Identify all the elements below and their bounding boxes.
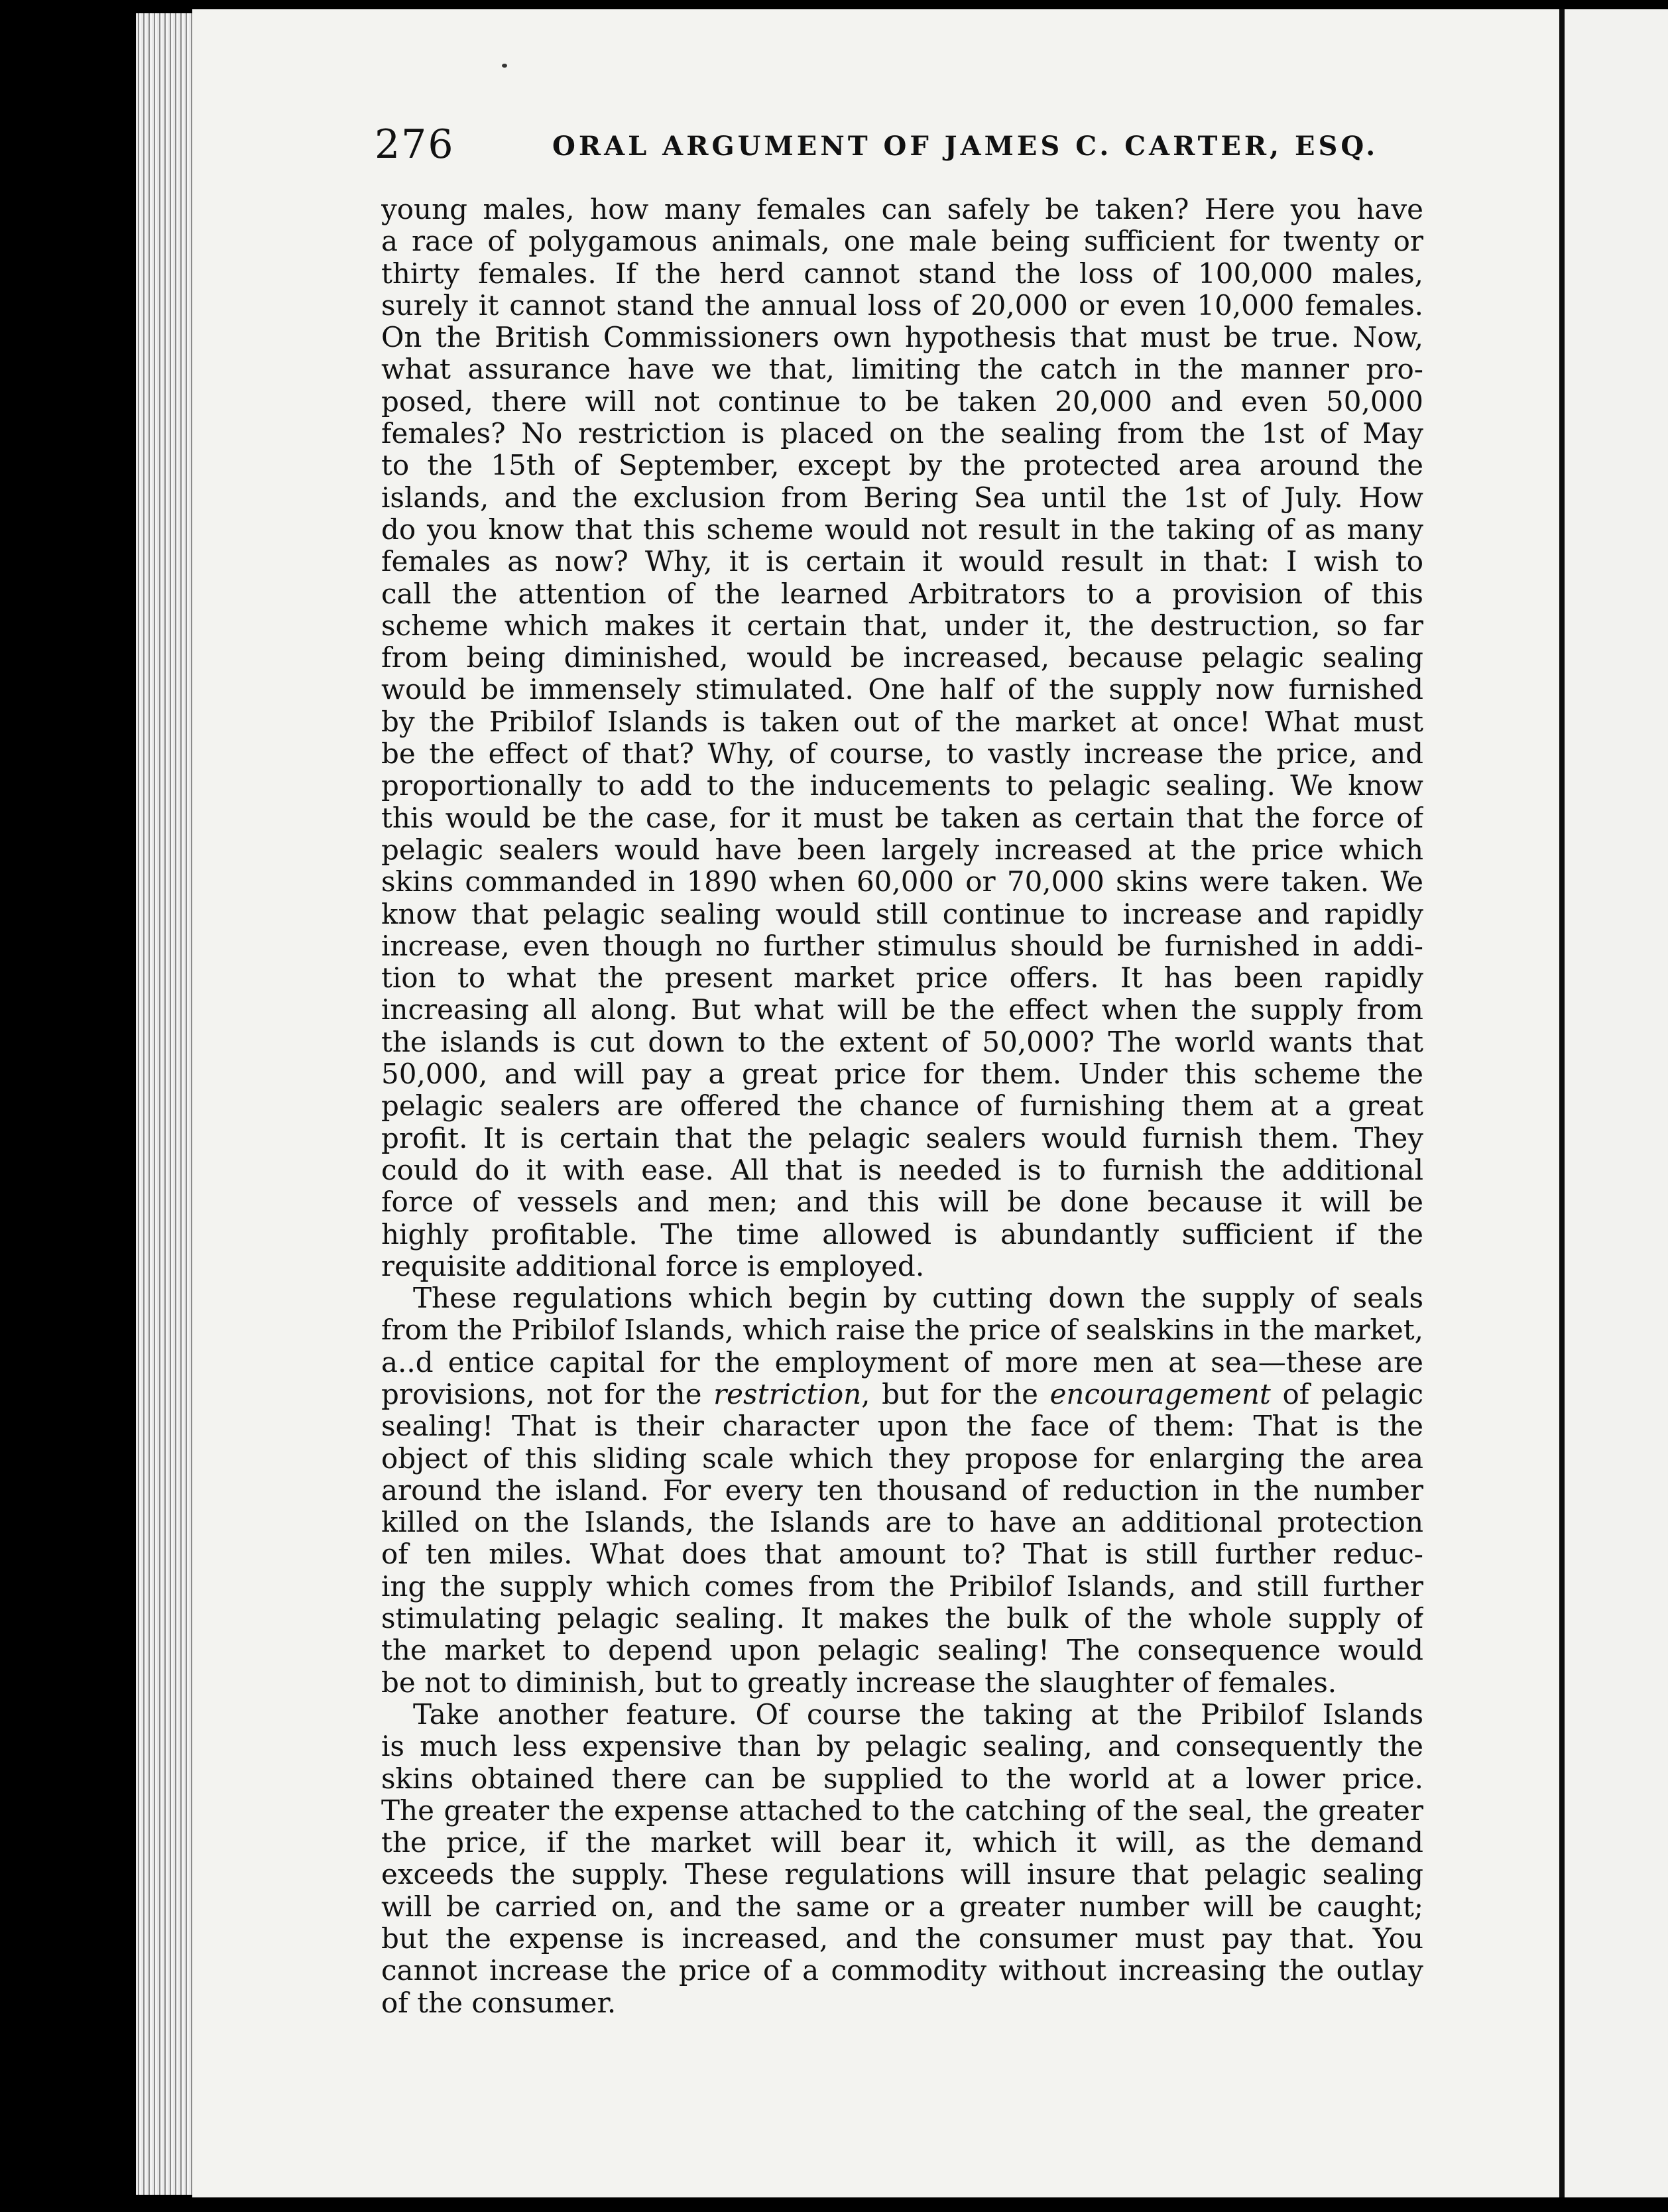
paragraph-start-line: These regulations which begin by cutting down the supply of seals	[413, 1282, 1423, 1315]
italic-restriction: restriction	[713, 1378, 862, 1410]
paragraph-start-line: Take another feature. Of course the taking at the Pribilof Islands	[413, 1698, 1423, 1731]
text-line: posed, there will not continue to be taken 20,000 and even 50,000	[381, 385, 1423, 418]
text-line: but the expense is increased, and the consumer must pay that. You	[381, 1923, 1423, 1955]
text-line: is much less expensive than by pelagic sealing, and consequently the	[381, 1731, 1423, 1763]
text-line: skins obtained there can be supplied to the world at a lower price.	[381, 1762, 1423, 1795]
text-line: to the 15th of September, except by the protected area around the	[381, 450, 1423, 482]
text-line: females? No restriction is placed on the sealing from the 1st of May	[381, 418, 1423, 450]
text-line: from being diminished, would be increased, because pelagic sealing	[381, 642, 1423, 674]
text-line: pelagic sealers would have been largely increased at the price which	[381, 833, 1423, 866]
scan-speck	[502, 64, 507, 68]
text-line: The greater the expense attached to the catching of the seal, the greater	[381, 1794, 1423, 1827]
text-line: from the Pribilof Islands, which raise the price of sealskins in the market,	[381, 1314, 1423, 1347]
text-line: thirty females. If the herd cannot stand the loss of 100,000 males,	[381, 257, 1423, 290]
book-gutter	[1559, 9, 1565, 2197]
text-line: of the consumer.	[381, 1987, 617, 2019]
text-line: this would be the case, for it must be taken as certain that the force of	[381, 802, 1423, 834]
text-line: a race of polygamous animals, one male being sufficient for twenty or	[381, 225, 1423, 258]
text-run: provisions, not for the	[381, 1378, 714, 1410]
text-line: young males, how many females can safely be taken? Here you have	[381, 194, 1423, 225]
text-line: know that pelagic sealing would still continue to increase and rapidly	[381, 898, 1423, 930]
text-line: will be carried on, and the same or a greater number will be caught;	[381, 1890, 1423, 1923]
text-line: object of this sliding scale which they propose for enlarging the area	[381, 1442, 1423, 1475]
book-page-edges	[136, 13, 196, 2195]
text-line: exceeds the supply. These regulations will insure that pelagic sealing	[381, 1859, 1423, 1891]
text-run: , but for the	[861, 1378, 1050, 1410]
text-line: around the island. For every ten thousand of reduction in the number	[381, 1474, 1423, 1506]
text-line: could do it with ease. All that is needed is to furnish the additional	[381, 1154, 1423, 1186]
text-line: do you know that this scheme would not result in the taking of as many	[381, 513, 1423, 546]
text-line: the price, if the market will bear it, which it will, as the demand	[381, 1827, 1423, 1859]
text-run: of pelagic	[1270, 1378, 1423, 1410]
text-line: 50,000, and will pay a great price for them. Under this scheme the	[381, 1058, 1423, 1091]
text-line: the islands is cut down to the extent of 50,000? The world wants that	[381, 1026, 1423, 1058]
text-line: increasing all along. But what will be the effect when the supply from	[381, 994, 1423, 1026]
text-line: On the British Commissioners own hypothesis that must be true. Now,	[381, 322, 1423, 354]
text-line: requisite additional force is employed.	[381, 1250, 925, 1282]
text-line: increase, even though no further stimulus should be furnished in addi-	[381, 930, 1423, 962]
page-number: 276	[375, 121, 455, 168]
running-head	[375, 121, 1425, 174]
text-line: sealing! That is their character upon the face of them: That is the	[381, 1410, 1423, 1443]
italic-encouragement: encouragement	[1049, 1378, 1271, 1410]
text-line: proportionally to add to the inducements to pelagic sealing. We know	[381, 770, 1423, 802]
running-title: ORAL ARGUMENT OF JAMES C. CARTER, ESQ.	[552, 131, 1379, 162]
text-line-with-emphasis	[381, 1379, 1423, 1410]
facing-page-edge	[1565, 9, 1668, 2197]
text-line: cannot increase the price of a commodity without increasing the outlay	[381, 1955, 1423, 1987]
text-line: a..d entice capital for the employment of more men at sea—these are	[381, 1346, 1423, 1379]
text-line: be not to diminish, but to greatly increase the slaughter of females.	[381, 1666, 1337, 1699]
text-line: surely it cannot stand the annual loss of 20,000 or even 10,000 females.	[381, 289, 1423, 322]
text-line: what assurance have we that, limiting the catch in the manner pro-	[381, 353, 1423, 386]
body-text	[381, 194, 1423, 2019]
text-line: stimulating pelagic sealing. It makes the bulk of the whole supply of	[381, 1603, 1423, 1635]
text-line: of ten miles. What does that amount to? That is still further reduc-	[381, 1538, 1423, 1571]
text-line: scheme which makes it certain that, under it, the destruction, so far	[381, 609, 1423, 642]
text-line: be the effect of that? Why, of course, to vastly increase the price, and	[381, 738, 1423, 770]
text-line: highly profitable. The time allowed is abundantly sufficient if the	[381, 1218, 1423, 1251]
text-line: call the attention of the learned Arbitrators to a provision of this	[381, 578, 1423, 610]
text-line: pelagic sealers are offered the chance of furnishing them at a great	[381, 1090, 1423, 1123]
text-line: islands, and the exclusion from Bering Sea until the 1st of July. How	[381, 481, 1423, 514]
text-line: by the Pribilof Islands is taken out of the market at once! What must	[381, 706, 1423, 738]
text-line: killed on the Islands, the Islands are to have an additional protection	[381, 1506, 1423, 1539]
text-line: females as now? Why, it is certain it would result in that: I wish to	[381, 546, 1423, 578]
text-line: skins commanded in 1890 when 60,000 or 70,000 skins were taken. We	[381, 866, 1423, 898]
text-line: tion to what the present market price offers. It has been rapidly	[381, 962, 1423, 995]
text-line: ing the supply which comes from the Pribilof Islands, and still further	[381, 1570, 1423, 1603]
text-line: would be immensely stimulated. One half of the supply now furnished	[381, 674, 1423, 706]
text-line: profit. It is certain that the pelagic sealers would furnish them. They	[381, 1122, 1423, 1154]
text-line: the market to depend upon pelagic sealing! The consequence would	[381, 1634, 1423, 1667]
text-line: force of vessels and men; and this will be done because it will be	[381, 1186, 1423, 1219]
